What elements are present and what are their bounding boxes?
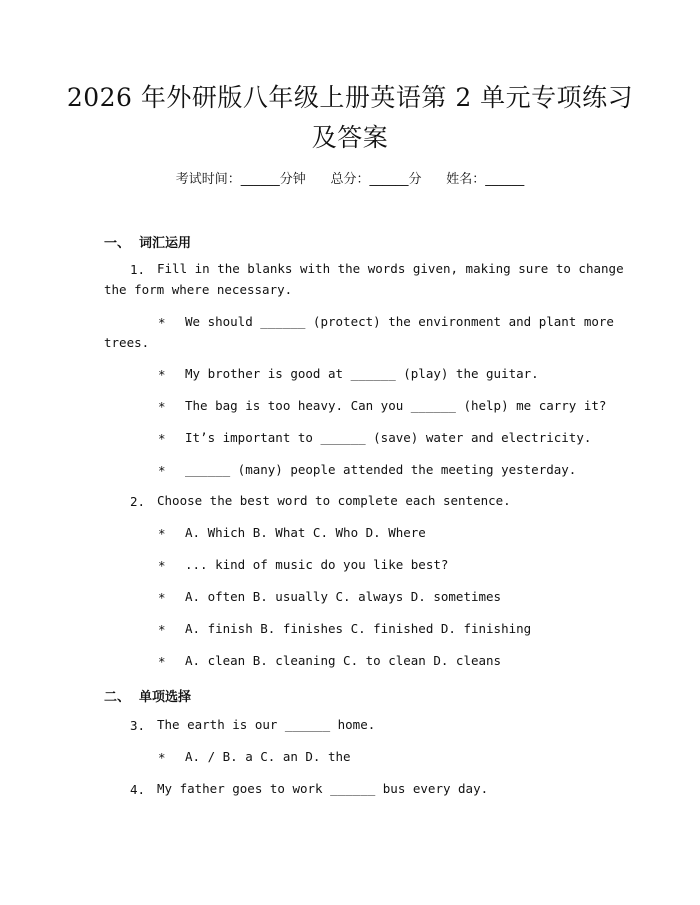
list-item: ______ (many) people attended the meeting yesterday. xyxy=(185,462,577,477)
bullet-marker: * xyxy=(158,654,166,669)
question-number: 2. xyxy=(130,494,146,509)
bullet-marker: * xyxy=(158,431,166,446)
bullet-marker: * xyxy=(158,622,166,637)
bullet-marker: * xyxy=(158,315,166,330)
bullet-marker: * xyxy=(158,590,166,605)
list-item: It’s important to ______ (save) water and electricity. xyxy=(185,430,592,445)
bullet-marker: * xyxy=(158,558,166,573)
list-item: We should ______ (protect) the environment and plant more xyxy=(185,314,614,329)
bullet-marker: * xyxy=(158,750,166,765)
question-text: Fill in the blanks with the words given, making sure to change xyxy=(157,261,624,276)
list-item: A. / B. a C. an D. the xyxy=(185,749,351,764)
list-item: A. often B. usually C. always D. sometimes xyxy=(185,589,502,604)
question-number: 1. xyxy=(130,262,146,277)
section-heading: 二、 单项选择 xyxy=(104,690,192,705)
bullet-marker: * xyxy=(158,367,166,382)
question-text: the form where necessary. xyxy=(104,282,293,297)
bullet-marker: * xyxy=(158,526,166,541)
exam-info: 考试时间：______分钟 总分：______分 姓名：______ xyxy=(175,172,525,187)
bullet-marker: * xyxy=(158,399,166,414)
question-number: 4. xyxy=(130,782,146,797)
list-item: A. finish B. finishes C. finished D. finishing xyxy=(185,621,532,636)
section-heading: 一、 词汇运用 xyxy=(104,236,192,251)
list-item: My brother is good at ______ (play) the guitar. xyxy=(185,366,539,381)
list-item: The bag is too heavy. Can you ______ (help) me carry it? xyxy=(185,398,607,413)
question-text: My father goes to work ______ bus every day. xyxy=(157,781,489,796)
list-item: A. clean B. cleaning C. to clean D. cleans xyxy=(185,653,502,668)
list-item: A. Which B. What C. Who D. Where xyxy=(185,525,426,540)
list-item: ... kind of music do you like best? xyxy=(185,557,449,572)
question-number: 3. xyxy=(130,718,146,733)
bullet-marker: * xyxy=(158,463,166,478)
question-text: Choose the best word to complete each sentence. xyxy=(157,493,511,508)
list-item: trees. xyxy=(104,335,150,350)
question-text: The earth is our ______ home. xyxy=(157,717,376,732)
page-title: 2026 年外研版八年级上册英语第 2 单元专项练习及答案 xyxy=(66,83,634,152)
